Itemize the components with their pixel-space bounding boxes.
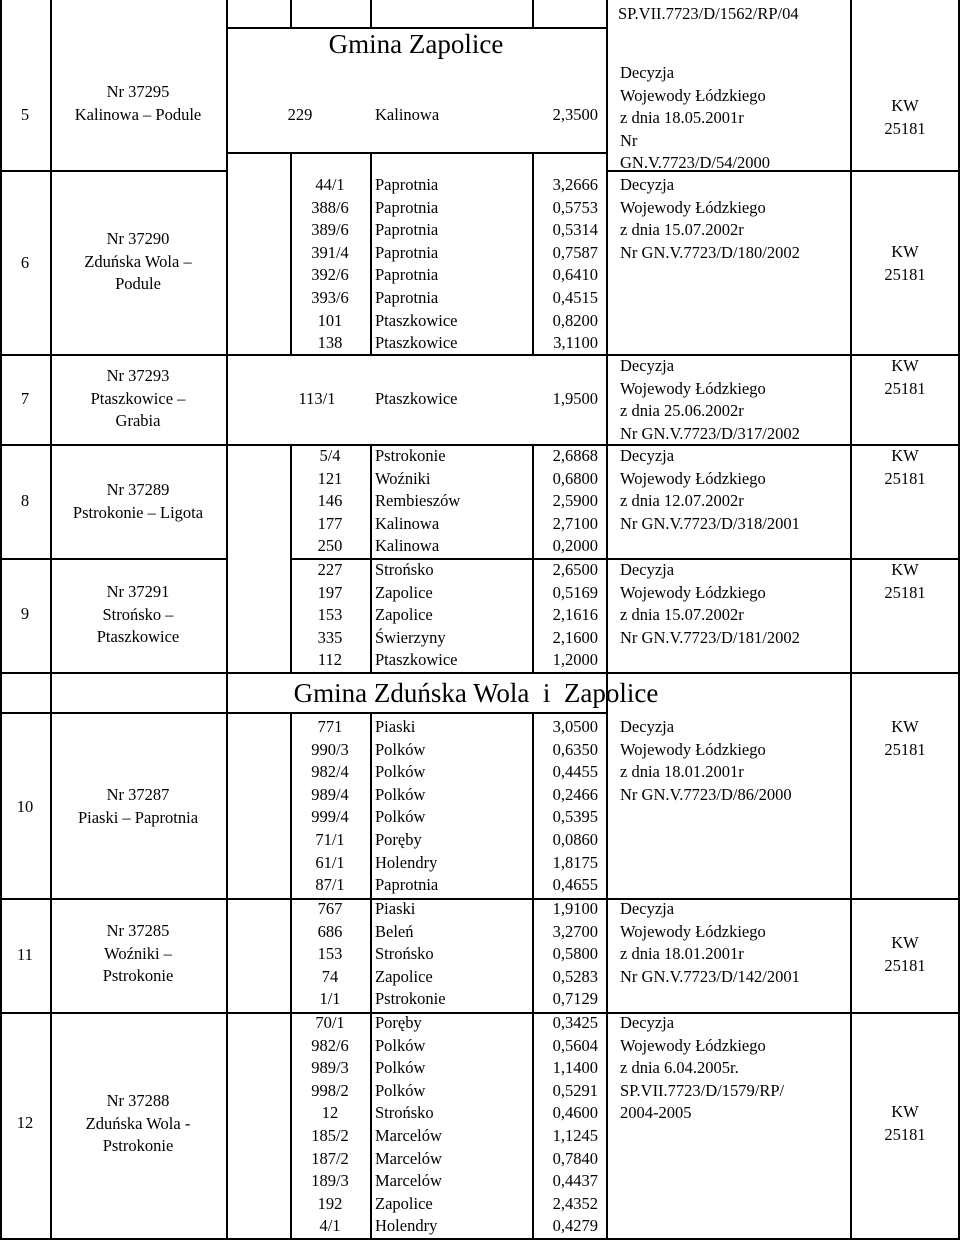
decision-text: Decyzja Wojewody Łódzkiego z dnia 18.01.2001r Nr GN.V.7723/D/86/2000 <box>620 717 792 804</box>
row-number: 9 <box>20 604 30 623</box>
plot-areas: 2,6868 0,6800 2,5900 2,7100 0,2000 <box>552 446 598 556</box>
village-names: Paprotnia Paprotnia Paprotnia Paprotnia Paprotnia Paprotnia Ptaszkowice Ptaszkowice <box>375 175 458 353</box>
village-names: Poręby Polków Polków Polków Strońsko Marcelów Marcelów Marcelów Zapolice Holendry <box>375 1013 442 1236</box>
plot-number: 229 <box>287 105 313 124</box>
decision-text: Decyzja Wojewody Łódzkiego z dnia 12.07.2002r Nr GN.V.7723/D/318/2001 <box>620 446 800 533</box>
village-names: Piaski Polków Polków Polków Polków Poręby Holendry Paprotnia <box>375 717 439 895</box>
kw-number: KW 25181 <box>884 96 926 138</box>
plot-areas: 1,9100 3,2700 0,5800 0,5283 0,7129 <box>552 899 598 1009</box>
plot-areas: 3,2666 0,5753 0,5314 0,7587 0,6410 0,4515 0,8200 3,1100 <box>552 175 598 353</box>
section-heading-zdunska-zapolice: Gmina Zduńska Wola i Zapolice <box>293 678 659 708</box>
reference-number-top: SP.VII.7723/D/1562/RP/04 <box>618 4 799 23</box>
village-names: Pstrokonie Woźniki Rembieszów Kalinowa Kalinowa <box>375 446 461 556</box>
row-number: 5 <box>20 105 30 124</box>
plot-area: 1,9500 <box>552 389 598 408</box>
plot-numbers: 44/1 388/6 389/6 391/4 392/6 393/6 101 138 <box>311 175 349 353</box>
plot-numbers: 771 990/3 982/4 989/4 999/4 71/1 61/1 87/1 <box>311 717 349 895</box>
decision-text: Decyzja Wojewody Łódzkiego z dnia 25.06.2002r Nr GN.V.7723/D/317/2002 <box>620 356 800 443</box>
plot-areas: 3,0500 0,6350 0,4455 0,2466 0,5395 0,0860 1,8175 0,4655 <box>552 717 598 895</box>
road-name: Nr 37295 Kalinowa – Podule <box>74 82 202 124</box>
decision-text: Decyzja Wojewody Łódzkiego z dnia 18.05.2001r Nr GN.V.7723/D/54/2000 <box>620 63 771 173</box>
row-number: 10 <box>16 797 34 816</box>
plot-numbers: 767 686 153 74 1/1 <box>317 899 343 1009</box>
plot-area: 2,3500 <box>552 105 598 124</box>
decision-text: Decyzja Wojewody Łódzkiego z dnia 15.07.2002r Nr GN.V.7723/D/181/2002 <box>620 560 800 647</box>
village-names: Strońsko Zapolice Zapolice Świerzyny Ptaszkowice <box>375 560 458 670</box>
kw-number: KW 25181 <box>884 446 926 488</box>
kw-number: KW 25181 <box>884 560 926 602</box>
village-names: Piaski Beleń Strońsko Zapolice Pstrokonie <box>375 899 446 1009</box>
road-name: Nr 37288 Zduńska Wola - Pstrokonie <box>85 1091 191 1156</box>
plot-number: 113/1 <box>298 389 336 408</box>
road-name: Nr 37287 Piaski – Paprotnia <box>77 785 199 827</box>
decision-text: Decyzja Wojewody Łódzkiego z dnia 18.01.2001r Nr GN.V.7723/D/142/2001 <box>620 899 800 986</box>
road-name: Nr 37289 Pstrokonie – Ligota <box>72 480 204 522</box>
village-name: Ptaszkowice <box>375 389 458 408</box>
kw-number: KW 25181 <box>884 356 926 398</box>
plot-numbers: 70/1 982/6 989/3 998/2 12 185/2 187/2 189/3 192 4/1 <box>311 1013 349 1236</box>
row-number: 8 <box>20 491 30 510</box>
decision-text: Decyzja Wojewody Łódzkiego z dnia 15.07.2002r Nr GN.V.7723/D/180/2002 <box>620 175 800 262</box>
row-number: 11 <box>17 945 33 964</box>
plot-numbers: 5/4 121 146 177 250 <box>317 446 343 556</box>
row-number: 7 <box>20 389 30 408</box>
row-number: 6 <box>20 253 30 272</box>
kw-number: KW 25181 <box>884 933 926 975</box>
road-name: Nr 37291 Strońsko – Ptaszkowice <box>96 582 180 647</box>
row-number: 12 <box>16 1113 34 1132</box>
plot-areas: 2,6500 0,5169 2,1616 2,1600 1,2000 <box>552 560 598 670</box>
village-name: Kalinowa <box>375 105 440 124</box>
kw-number: KW 25181 <box>884 1102 926 1144</box>
kw-number: KW 25181 <box>884 717 926 759</box>
kw-number: KW 25181 <box>884 242 926 284</box>
road-name: Nr 37293 Ptaszkowice – Grabia <box>90 366 186 431</box>
decision-text: Decyzja Wojewody Łódzkiego z dnia 6.04.2005r. SP.VII.7723/D/1579/RP/ 2004-2005 <box>620 1013 785 1123</box>
section-heading-zapolice: Gmina Zapolice <box>328 29 504 59</box>
road-name: Nr 37285 Woźniki – Pstrokonie <box>102 921 174 986</box>
plot-numbers: 227 197 153 335 112 <box>317 560 343 670</box>
road-name: Nr 37290 Zduńska Wola – Podule <box>84 229 192 294</box>
plot-areas: 0,3425 0,5604 1,1400 0,5291 0,4600 1,1245 0,7840 0,4437 2,4352 0,4279 <box>552 1013 598 1236</box>
